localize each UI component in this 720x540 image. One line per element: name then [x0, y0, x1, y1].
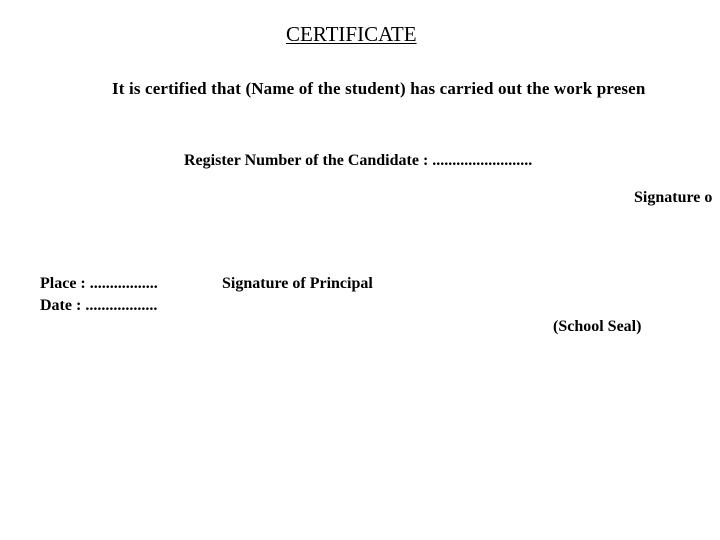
- place-line: Place : .................: [40, 275, 158, 292]
- date-line: Date : ..................: [40, 297, 158, 314]
- certificate-title: CERTIFICATE: [286, 22, 417, 46]
- register-number-line: Register Number of the Candidate : .........................: [184, 152, 533, 169]
- principal-signature-label: Signature of Principal: [222, 275, 373, 292]
- guide-signature-label: Signature o: [634, 189, 713, 206]
- certification-statement: It is certified that (Name of the student) has carried out the work presen: [112, 79, 646, 98]
- school-seal-label: (School Seal): [553, 318, 642, 335]
